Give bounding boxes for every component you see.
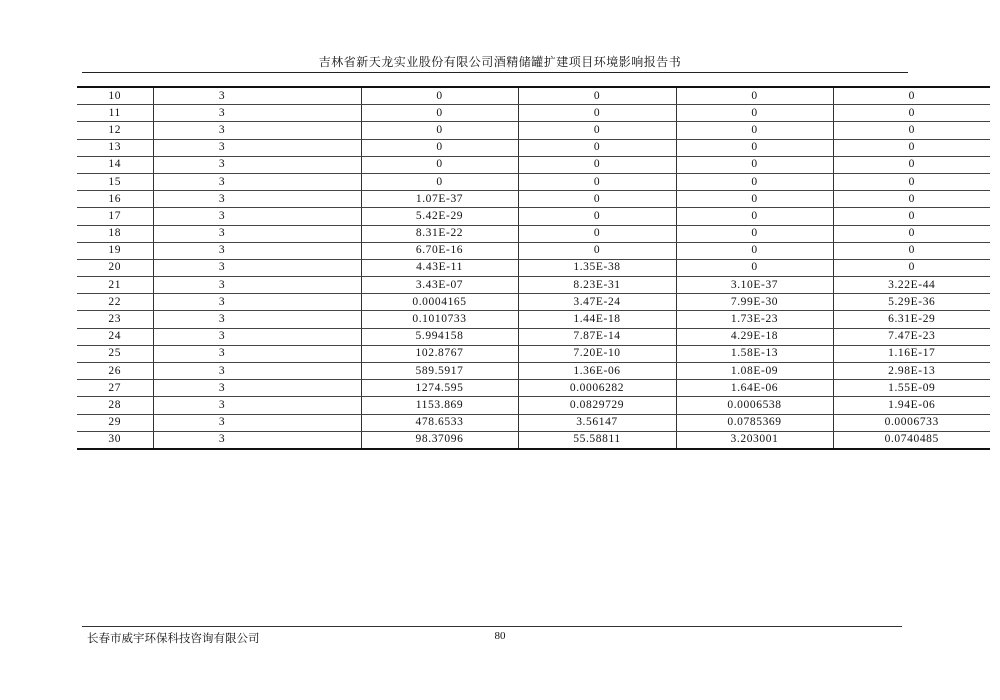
table-cell: 0.0004165 [361, 294, 518, 311]
footer-company-name: 长春市威宇环保科技咨询有限公司 [87, 633, 260, 645]
table-cell: 1.07E-37 [361, 191, 518, 208]
table-cell: 0 [676, 139, 833, 156]
table-cell: 0 [518, 105, 676, 122]
table-cell: 3 [153, 363, 361, 380]
table-cell: 1.58E-13 [676, 345, 833, 362]
table-row [77, 345, 990, 362]
table-cell: 1.73E-23 [676, 311, 833, 328]
table-cell: 25 [77, 345, 153, 362]
table-row [77, 397, 990, 414]
table-cell: 102.8767 [361, 345, 518, 362]
table-cell: 1153.869 [361, 397, 518, 414]
table-cell: 0 [361, 105, 518, 122]
table-cell: 0 [676, 208, 833, 225]
table-cell: 5.29E-36 [833, 294, 990, 311]
table-cell: 5.994158 [361, 328, 518, 345]
table-cell: 0.0006733 [833, 414, 990, 431]
table-row [77, 156, 990, 173]
table-cell: 3 [153, 105, 361, 122]
table-cell: 0 [361, 173, 518, 190]
table-cell: 3 [153, 173, 361, 190]
table-cell: 6.31E-29 [833, 311, 990, 328]
table-cell: 29 [77, 414, 153, 431]
table-cell: 3 [153, 156, 361, 173]
table-cell: 3 [153, 122, 361, 139]
table-cell: 6.70E-16 [361, 242, 518, 259]
table-cell: 16 [77, 191, 153, 208]
table-cell: 1.16E-17 [833, 345, 990, 362]
table-cell: 0 [676, 191, 833, 208]
table-cell: 8.31E-22 [361, 225, 518, 242]
table-cell: 0 [518, 173, 676, 190]
table-cell: 478.6533 [361, 414, 518, 431]
table-cell: 0 [518, 156, 676, 173]
table-cell: 0 [676, 259, 833, 276]
table-cell: 10 [77, 87, 153, 105]
table-row [77, 363, 990, 380]
table-cell: 0 [833, 242, 990, 259]
table-row [77, 431, 990, 449]
table-cell: 0 [833, 105, 990, 122]
table-cell: 0 [833, 259, 990, 276]
table-cell: 3.10E-37 [676, 277, 833, 294]
table-cell: 21 [77, 277, 153, 294]
table-cell: 23 [77, 311, 153, 328]
table-cell: 0 [518, 208, 676, 225]
table-cell: 3 [153, 242, 361, 259]
table-cell: 3 [153, 259, 361, 276]
footer-rule [82, 626, 902, 627]
table-cell: 3 [153, 208, 361, 225]
table-cell: 0 [833, 191, 990, 208]
table-cell: 0.0829729 [518, 397, 676, 414]
table-cell: 11 [77, 105, 153, 122]
table-cell: 3 [153, 397, 361, 414]
table-cell: 0 [676, 122, 833, 139]
table-cell: 0 [518, 191, 676, 208]
table-cell: 0 [833, 87, 990, 105]
table-row [77, 328, 990, 345]
table-cell: 27 [77, 380, 153, 397]
table-row [77, 225, 990, 242]
table-cell: 12 [77, 122, 153, 139]
table-row [77, 191, 990, 208]
table-cell: 0 [518, 139, 676, 156]
table-cell: 1.08E-09 [676, 363, 833, 380]
table-cell: 3 [153, 380, 361, 397]
table-cell: 98.37096 [361, 431, 518, 449]
data-table-body [77, 87, 990, 449]
table-row [77, 139, 990, 156]
table-cell: 1.64E-06 [676, 380, 833, 397]
table-row [77, 208, 990, 225]
table-cell: 0 [676, 87, 833, 105]
table-cell: 0 [518, 122, 676, 139]
table-row [77, 380, 990, 397]
table-cell: 1.44E-18 [518, 311, 676, 328]
table-cell: 3 [153, 191, 361, 208]
table-cell: 3 [153, 277, 361, 294]
table-row [77, 173, 990, 190]
table-cell: 0 [518, 242, 676, 259]
table-cell: 3 [153, 345, 361, 362]
table-cell: 0 [361, 139, 518, 156]
header-rule [82, 72, 908, 73]
table-cell: 28 [77, 397, 153, 414]
table-cell: 0.0785369 [676, 414, 833, 431]
table-cell: 7.87E-14 [518, 328, 676, 345]
table-cell: 55.58811 [518, 431, 676, 449]
table-cell: 3 [153, 431, 361, 449]
table-cell: 0 [361, 122, 518, 139]
table-cell: 7.47E-23 [833, 328, 990, 345]
table-cell: 14 [77, 156, 153, 173]
table-cell: 5.42E-29 [361, 208, 518, 225]
table-cell: 589.5917 [361, 363, 518, 380]
table-cell: 0 [518, 87, 676, 105]
table-cell: 8.23E-31 [518, 277, 676, 294]
table-cell: 4.43E-11 [361, 259, 518, 276]
table-cell: 0 [833, 173, 990, 190]
table-cell: 3 [153, 311, 361, 328]
table-cell: 0 [676, 173, 833, 190]
table-cell: 20 [77, 259, 153, 276]
table-cell: 0 [676, 156, 833, 173]
table-cell: 0 [361, 156, 518, 173]
table-cell: 0 [518, 225, 676, 242]
table-cell: 3 [153, 87, 361, 105]
table-cell: 2.98E-13 [833, 363, 990, 380]
table-row [77, 87, 990, 105]
table-cell: 15 [77, 173, 153, 190]
table-cell: 24 [77, 328, 153, 345]
table-cell: 0 [676, 242, 833, 259]
table-cell: 0 [676, 105, 833, 122]
table-cell: 7.99E-30 [676, 294, 833, 311]
table-cell: 22 [77, 294, 153, 311]
table-cell: 3.56147 [518, 414, 676, 431]
table-row [77, 105, 990, 122]
document-header-title: 吉林省新天龙实业股份有限公司酒精储罐扩建项目环境影响报告书 [318, 55, 682, 69]
table-cell: 3 [153, 294, 361, 311]
table-cell: 1274.595 [361, 380, 518, 397]
table-cell: 30 [77, 431, 153, 449]
table-row [77, 294, 990, 311]
table-cell: 0.0006282 [518, 380, 676, 397]
table-cell: 1.36E-06 [518, 363, 676, 380]
table-cell: 0 [833, 139, 990, 156]
table-cell: 17 [77, 208, 153, 225]
page-number: 80 [494, 630, 506, 642]
table-cell: 1.35E-38 [518, 259, 676, 276]
table-cell: 1.55E-09 [833, 380, 990, 397]
table-cell: 18 [77, 225, 153, 242]
table-cell: 13 [77, 139, 153, 156]
table-cell: 7.20E-10 [518, 345, 676, 362]
table-cell: 0.0740485 [833, 431, 990, 449]
table-row [77, 259, 990, 276]
table-cell: 3 [153, 414, 361, 431]
table-row [77, 277, 990, 294]
table-row [77, 122, 990, 139]
table-cell: 3 [153, 225, 361, 242]
table-cell: 1.94E-06 [833, 397, 990, 414]
table-cell: 3.47E-24 [518, 294, 676, 311]
table-cell: 0 [833, 208, 990, 225]
table-cell: 26 [77, 363, 153, 380]
data-table [77, 86, 990, 450]
table-cell: 3 [153, 139, 361, 156]
table-cell: 19 [77, 242, 153, 259]
table-cell: 3.22E-44 [833, 277, 990, 294]
table-cell: 0 [361, 87, 518, 105]
table-row [77, 311, 990, 328]
table-cell: 0 [833, 156, 990, 173]
table-cell: 3 [153, 328, 361, 345]
table-cell: 0.0006538 [676, 397, 833, 414]
table-cell: 0 [833, 225, 990, 242]
table-row [77, 242, 990, 259]
table-cell: 3.43E-07 [361, 277, 518, 294]
table-cell: 0 [833, 122, 990, 139]
table-cell: 0.1010733 [361, 311, 518, 328]
table-row [77, 414, 990, 431]
table-cell: 0 [676, 225, 833, 242]
table-cell: 4.29E-18 [676, 328, 833, 345]
table-cell: 3.203001 [676, 431, 833, 449]
